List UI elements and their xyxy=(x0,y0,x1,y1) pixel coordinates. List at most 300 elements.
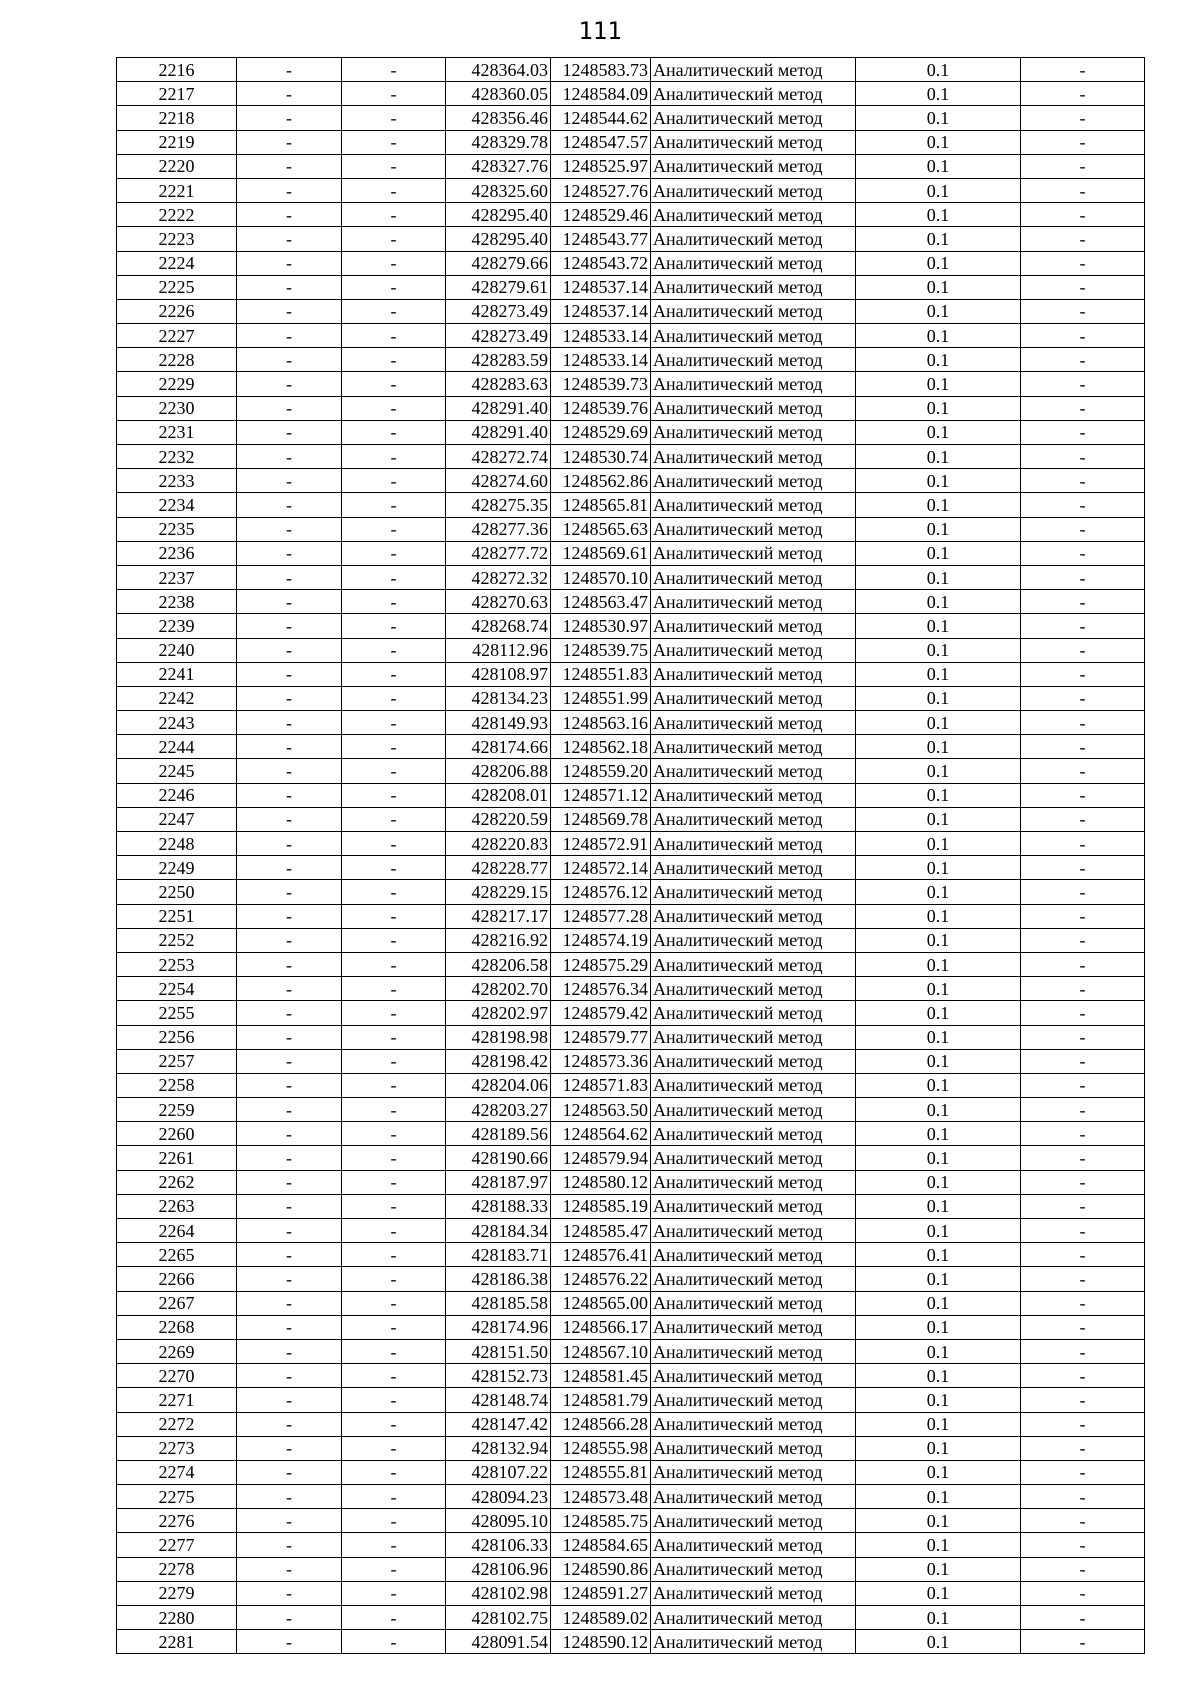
accuracy-cell: 0.1 xyxy=(856,1606,1021,1630)
column-3-cell: - xyxy=(342,662,446,686)
accuracy-cell: 0.1 xyxy=(856,1557,1021,1581)
column-2-cell: - xyxy=(237,1581,342,1605)
column-2-cell: - xyxy=(237,130,342,154)
y-coordinate-cell: 1248572.91 xyxy=(551,832,651,856)
point-number-cell: 2251 xyxy=(117,904,237,928)
x-coordinate-cell: 428148.74 xyxy=(446,1388,551,1412)
column-3-cell: - xyxy=(342,396,446,420)
accuracy-cell: 0.1 xyxy=(856,711,1021,735)
column-8-cell: - xyxy=(1021,396,1145,420)
accuracy-cell: 0.1 xyxy=(856,1073,1021,1097)
point-number-cell: 2239 xyxy=(117,614,237,638)
method-cell: Аналитический метод xyxy=(651,928,856,952)
column-2-cell: - xyxy=(237,1001,342,1025)
method-cell: Аналитический метод xyxy=(651,1291,856,1315)
accuracy-cell: 0.1 xyxy=(856,493,1021,517)
y-coordinate-cell: 1248562.18 xyxy=(551,735,651,759)
x-coordinate-cell: 428229.15 xyxy=(446,880,551,904)
column-3-cell: - xyxy=(342,106,446,130)
method-cell: Аналитический метод xyxy=(651,1412,856,1436)
x-coordinate-cell: 428102.98 xyxy=(446,1581,551,1605)
x-coordinate-cell: 428106.33 xyxy=(446,1533,551,1557)
point-number-cell: 2230 xyxy=(117,396,237,420)
column-2-cell: - xyxy=(237,1194,342,1218)
point-number-cell: 2253 xyxy=(117,952,237,976)
table-row xyxy=(117,832,1145,856)
x-coordinate-cell: 428132.94 xyxy=(446,1436,551,1460)
point-number-cell: 2228 xyxy=(117,348,237,372)
table-row xyxy=(117,614,1145,638)
column-3-cell: - xyxy=(342,493,446,517)
method-cell: Аналитический метод xyxy=(651,1606,856,1630)
point-number-cell: 2266 xyxy=(117,1267,237,1291)
column-8-cell: - xyxy=(1021,735,1145,759)
column-3-cell: - xyxy=(342,1485,446,1509)
table-row xyxy=(117,1460,1145,1484)
column-8-cell: - xyxy=(1021,928,1145,952)
method-cell: Аналитический метод xyxy=(651,420,856,444)
column-8-cell: - xyxy=(1021,420,1145,444)
y-coordinate-cell: 1248579.42 xyxy=(551,1001,651,1025)
column-8-cell: - xyxy=(1021,1388,1145,1412)
column-2-cell: - xyxy=(237,1533,342,1557)
accuracy-cell: 0.1 xyxy=(856,1122,1021,1146)
x-coordinate-cell: 428272.32 xyxy=(446,565,551,589)
method-cell: Аналитический метод xyxy=(651,662,856,686)
accuracy-cell: 0.1 xyxy=(856,541,1021,565)
table-row xyxy=(117,662,1145,686)
column-3-cell: - xyxy=(342,614,446,638)
column-8-cell: - xyxy=(1021,1509,1145,1533)
table-row xyxy=(117,1219,1145,1243)
column-2-cell: - xyxy=(237,1049,342,1073)
column-8-cell: - xyxy=(1021,1485,1145,1509)
column-8-cell: - xyxy=(1021,807,1145,831)
table-row xyxy=(117,1194,1145,1218)
method-cell: Аналитический метод xyxy=(651,759,856,783)
column-3-cell: - xyxy=(342,977,446,1001)
accuracy-cell: 0.1 xyxy=(856,396,1021,420)
column-2-cell: - xyxy=(237,1122,342,1146)
table-row xyxy=(117,735,1145,759)
point-number-cell: 2244 xyxy=(117,735,237,759)
x-coordinate-cell: 428291.40 xyxy=(446,396,551,420)
column-3-cell: - xyxy=(342,58,446,82)
table-row xyxy=(117,1291,1145,1315)
x-coordinate-cell: 428295.40 xyxy=(446,227,551,251)
table-row xyxy=(117,130,1145,154)
point-number-cell: 2231 xyxy=(117,420,237,444)
x-coordinate-cell: 428283.63 xyxy=(446,372,551,396)
column-8-cell: - xyxy=(1021,1291,1145,1315)
column-2-cell: - xyxy=(237,783,342,807)
point-number-cell: 2227 xyxy=(117,324,237,348)
point-number-cell: 2280 xyxy=(117,1606,237,1630)
column-2-cell: - xyxy=(237,662,342,686)
coordinates-table xyxy=(116,57,1145,1654)
y-coordinate-cell: 1248584.09 xyxy=(551,82,651,106)
y-coordinate-cell: 1248584.65 xyxy=(551,1533,651,1557)
x-coordinate-cell: 428091.54 xyxy=(446,1630,551,1654)
x-coordinate-cell: 428220.83 xyxy=(446,832,551,856)
accuracy-cell: 0.1 xyxy=(856,662,1021,686)
y-coordinate-cell: 1248551.99 xyxy=(551,686,651,710)
accuracy-cell: 0.1 xyxy=(856,1630,1021,1654)
column-2-cell: - xyxy=(237,1170,342,1194)
accuracy-cell: 0.1 xyxy=(856,1194,1021,1218)
point-number-cell: 2242 xyxy=(117,686,237,710)
accuracy-cell: 0.1 xyxy=(856,880,1021,904)
column-3-cell: - xyxy=(342,735,446,759)
column-3-cell: - xyxy=(342,880,446,904)
y-coordinate-cell: 1248530.97 xyxy=(551,614,651,638)
accuracy-cell: 0.1 xyxy=(856,1243,1021,1267)
column-2-cell: - xyxy=(237,251,342,275)
accuracy-cell: 0.1 xyxy=(856,1485,1021,1509)
x-coordinate-cell: 428291.40 xyxy=(446,420,551,444)
y-coordinate-cell: 1248537.14 xyxy=(551,299,651,323)
table-row xyxy=(117,348,1145,372)
table-row xyxy=(117,203,1145,227)
column-2-cell: - xyxy=(237,1219,342,1243)
y-coordinate-cell: 1248579.77 xyxy=(551,1025,651,1049)
y-coordinate-cell: 1248576.22 xyxy=(551,1267,651,1291)
column-3-cell: - xyxy=(342,541,446,565)
method-cell: Аналитический метод xyxy=(651,203,856,227)
column-2-cell: - xyxy=(237,952,342,976)
column-2-cell: - xyxy=(237,614,342,638)
accuracy-cell: 0.1 xyxy=(856,1219,1021,1243)
method-cell: Аналитический метод xyxy=(651,1122,856,1146)
table-row xyxy=(117,686,1145,710)
method-cell: Аналитический метод xyxy=(651,227,856,251)
column-3-cell: - xyxy=(342,1122,446,1146)
point-number-cell: 2271 xyxy=(117,1388,237,1412)
column-8-cell: - xyxy=(1021,1315,1145,1339)
column-2-cell: - xyxy=(237,759,342,783)
x-coordinate-cell: 428279.61 xyxy=(446,275,551,299)
accuracy-cell: 0.1 xyxy=(856,82,1021,106)
y-coordinate-cell: 1248551.83 xyxy=(551,662,651,686)
column-2-cell: - xyxy=(237,1412,342,1436)
method-cell: Аналитический метод xyxy=(651,372,856,396)
point-number-cell: 2278 xyxy=(117,1557,237,1581)
column-8-cell: - xyxy=(1021,638,1145,662)
table-row xyxy=(117,1630,1145,1654)
column-3-cell: - xyxy=(342,1098,446,1122)
table-row xyxy=(117,324,1145,348)
accuracy-cell: 0.1 xyxy=(856,638,1021,662)
column-2-cell: - xyxy=(237,977,342,1001)
column-8-cell: - xyxy=(1021,856,1145,880)
accuracy-cell: 0.1 xyxy=(856,299,1021,323)
column-8-cell: - xyxy=(1021,517,1145,541)
column-2-cell: - xyxy=(237,541,342,565)
accuracy-cell: 0.1 xyxy=(856,952,1021,976)
table-row xyxy=(117,541,1145,565)
table-row xyxy=(117,227,1145,251)
column-8-cell: - xyxy=(1021,1098,1145,1122)
x-coordinate-cell: 428184.34 xyxy=(446,1219,551,1243)
column-3-cell: - xyxy=(342,1170,446,1194)
x-coordinate-cell: 428198.98 xyxy=(446,1025,551,1049)
y-coordinate-cell: 1248563.47 xyxy=(551,590,651,614)
table-row xyxy=(117,372,1145,396)
column-8-cell: - xyxy=(1021,686,1145,710)
x-coordinate-cell: 428149.93 xyxy=(446,711,551,735)
method-cell: Аналитический метод xyxy=(651,1581,856,1605)
column-8-cell: - xyxy=(1021,1146,1145,1170)
accuracy-cell: 0.1 xyxy=(856,1388,1021,1412)
point-number-cell: 2248 xyxy=(117,832,237,856)
y-coordinate-cell: 1248527.76 xyxy=(551,178,651,202)
x-coordinate-cell: 428364.03 xyxy=(446,58,551,82)
accuracy-cell: 0.1 xyxy=(856,783,1021,807)
column-3-cell: - xyxy=(342,638,446,662)
y-coordinate-cell: 1248559.20 xyxy=(551,759,651,783)
column-3-cell: - xyxy=(342,227,446,251)
column-8-cell: - xyxy=(1021,1219,1145,1243)
column-3-cell: - xyxy=(342,856,446,880)
column-2-cell: - xyxy=(237,735,342,759)
column-3-cell: - xyxy=(342,1533,446,1557)
y-coordinate-cell: 1248543.72 xyxy=(551,251,651,275)
column-3-cell: - xyxy=(342,590,446,614)
x-coordinate-cell: 428217.17 xyxy=(446,904,551,928)
point-number-cell: 2279 xyxy=(117,1581,237,1605)
point-number-cell: 2254 xyxy=(117,977,237,1001)
column-3-cell: - xyxy=(342,1339,446,1363)
accuracy-cell: 0.1 xyxy=(856,614,1021,638)
column-8-cell: - xyxy=(1021,275,1145,299)
table-row xyxy=(117,58,1145,82)
x-coordinate-cell: 428273.49 xyxy=(446,299,551,323)
column-8-cell: - xyxy=(1021,348,1145,372)
table-row xyxy=(117,711,1145,735)
point-number-cell: 2264 xyxy=(117,1219,237,1243)
column-8-cell: - xyxy=(1021,1073,1145,1097)
accuracy-cell: 0.1 xyxy=(856,1436,1021,1460)
table-row xyxy=(117,517,1145,541)
x-coordinate-cell: 428206.88 xyxy=(446,759,551,783)
accuracy-cell: 0.1 xyxy=(856,759,1021,783)
y-coordinate-cell: 1248573.36 xyxy=(551,1049,651,1073)
column-8-cell: - xyxy=(1021,154,1145,178)
column-8-cell: - xyxy=(1021,880,1145,904)
column-3-cell: - xyxy=(342,469,446,493)
column-2-cell: - xyxy=(237,106,342,130)
method-cell: Аналитический метод xyxy=(651,904,856,928)
table-body xyxy=(117,58,1145,1654)
column-3-cell: - xyxy=(342,372,446,396)
accuracy-cell: 0.1 xyxy=(856,590,1021,614)
y-coordinate-cell: 1248555.81 xyxy=(551,1460,651,1484)
column-3-cell: - xyxy=(342,178,446,202)
column-2-cell: - xyxy=(237,1364,342,1388)
column-3-cell: - xyxy=(342,1073,446,1097)
y-coordinate-cell: 1248547.57 xyxy=(551,130,651,154)
method-cell: Аналитический метод xyxy=(651,469,856,493)
method-cell: Аналитический метод xyxy=(651,1509,856,1533)
column-2-cell: - xyxy=(237,469,342,493)
table-row xyxy=(117,275,1145,299)
accuracy-cell: 0.1 xyxy=(856,1146,1021,1170)
method-cell: Аналитический метод xyxy=(651,1485,856,1509)
y-coordinate-cell: 1248539.75 xyxy=(551,638,651,662)
y-coordinate-cell: 1248544.62 xyxy=(551,106,651,130)
y-coordinate-cell: 1248555.98 xyxy=(551,1436,651,1460)
column-2-cell: - xyxy=(237,203,342,227)
accuracy-cell: 0.1 xyxy=(856,1001,1021,1025)
x-coordinate-cell: 428273.49 xyxy=(446,324,551,348)
accuracy-cell: 0.1 xyxy=(856,977,1021,1001)
column-2-cell: - xyxy=(237,928,342,952)
column-8-cell: - xyxy=(1021,469,1145,493)
point-number-cell: 2267 xyxy=(117,1291,237,1315)
x-coordinate-cell: 428272.74 xyxy=(446,445,551,469)
y-coordinate-cell: 1248579.94 xyxy=(551,1146,651,1170)
method-cell: Аналитический метод xyxy=(651,1219,856,1243)
column-8-cell: - xyxy=(1021,662,1145,686)
accuracy-cell: 0.1 xyxy=(856,130,1021,154)
y-coordinate-cell: 1248573.48 xyxy=(551,1485,651,1509)
x-coordinate-cell: 428275.35 xyxy=(446,493,551,517)
method-cell: Аналитический метод xyxy=(651,614,856,638)
table-row xyxy=(117,82,1145,106)
table-row xyxy=(117,952,1145,976)
point-number-cell: 2217 xyxy=(117,82,237,106)
column-8-cell: - xyxy=(1021,1267,1145,1291)
table-row xyxy=(117,251,1145,275)
column-3-cell: - xyxy=(342,1001,446,1025)
column-8-cell: - xyxy=(1021,1025,1145,1049)
y-coordinate-cell: 1248570.10 xyxy=(551,565,651,589)
column-8-cell: - xyxy=(1021,324,1145,348)
table-row xyxy=(117,1606,1145,1630)
column-8-cell: - xyxy=(1021,372,1145,396)
column-2-cell: - xyxy=(237,420,342,444)
table-row xyxy=(117,928,1145,952)
y-coordinate-cell: 1248533.14 xyxy=(551,324,651,348)
accuracy-cell: 0.1 xyxy=(856,1170,1021,1194)
accuracy-cell: 0.1 xyxy=(856,807,1021,831)
column-3-cell: - xyxy=(342,1412,446,1436)
point-number-cell: 2232 xyxy=(117,445,237,469)
column-3-cell: - xyxy=(342,420,446,444)
table-row xyxy=(117,1073,1145,1097)
column-3-cell: - xyxy=(342,759,446,783)
column-8-cell: - xyxy=(1021,251,1145,275)
point-number-cell: 2223 xyxy=(117,227,237,251)
y-coordinate-cell: 1248565.81 xyxy=(551,493,651,517)
point-number-cell: 2260 xyxy=(117,1122,237,1146)
column-8-cell: - xyxy=(1021,1194,1145,1218)
table-row xyxy=(117,106,1145,130)
table-row xyxy=(117,1339,1145,1363)
column-8-cell: - xyxy=(1021,1364,1145,1388)
y-coordinate-cell: 1248564.62 xyxy=(551,1122,651,1146)
x-coordinate-cell: 428102.75 xyxy=(446,1606,551,1630)
point-number-cell: 2270 xyxy=(117,1364,237,1388)
accuracy-cell: 0.1 xyxy=(856,1460,1021,1484)
accuracy-cell: 0.1 xyxy=(856,1364,1021,1388)
column-3-cell: - xyxy=(342,1557,446,1581)
method-cell: Аналитический метод xyxy=(651,1025,856,1049)
method-cell: Аналитический метод xyxy=(651,1194,856,1218)
y-coordinate-cell: 1248574.19 xyxy=(551,928,651,952)
point-number-cell: 2222 xyxy=(117,203,237,227)
column-3-cell: - xyxy=(342,1243,446,1267)
table-row xyxy=(117,759,1145,783)
x-coordinate-cell: 428327.76 xyxy=(446,154,551,178)
accuracy-cell: 0.1 xyxy=(856,928,1021,952)
point-number-cell: 2246 xyxy=(117,783,237,807)
y-coordinate-cell: 1248529.46 xyxy=(551,203,651,227)
column-3-cell: - xyxy=(342,1460,446,1484)
method-cell: Аналитический метод xyxy=(651,178,856,202)
point-number-cell: 2243 xyxy=(117,711,237,735)
column-2-cell: - xyxy=(237,178,342,202)
point-number-cell: 2216 xyxy=(117,58,237,82)
y-coordinate-cell: 1248581.79 xyxy=(551,1388,651,1412)
y-coordinate-cell: 1248565.63 xyxy=(551,517,651,541)
point-number-cell: 2249 xyxy=(117,856,237,880)
method-cell: Аналитический метод xyxy=(651,686,856,710)
column-3-cell: - xyxy=(342,1025,446,1049)
point-number-cell: 2233 xyxy=(117,469,237,493)
table-row xyxy=(117,904,1145,928)
accuracy-cell: 0.1 xyxy=(856,324,1021,348)
column-2-cell: - xyxy=(237,880,342,904)
column-2-cell: - xyxy=(237,396,342,420)
x-coordinate-cell: 428198.42 xyxy=(446,1049,551,1073)
column-3-cell: - xyxy=(342,251,446,275)
method-cell: Аналитический метод xyxy=(651,1436,856,1460)
column-2-cell: - xyxy=(237,348,342,372)
y-coordinate-cell: 1248572.14 xyxy=(551,856,651,880)
x-coordinate-cell: 428204.06 xyxy=(446,1073,551,1097)
column-2-cell: - xyxy=(237,904,342,928)
table-row xyxy=(117,493,1145,517)
table-row xyxy=(117,1533,1145,1557)
x-coordinate-cell: 428112.96 xyxy=(446,638,551,662)
x-coordinate-cell: 428216.92 xyxy=(446,928,551,952)
method-cell: Аналитический метод xyxy=(651,638,856,662)
table-row xyxy=(117,1267,1145,1291)
method-cell: Аналитический метод xyxy=(651,807,856,831)
accuracy-cell: 0.1 xyxy=(856,178,1021,202)
column-3-cell: - xyxy=(342,1291,446,1315)
point-number-cell: 2255 xyxy=(117,1001,237,1025)
table-row xyxy=(117,1315,1145,1339)
method-cell: Аналитический метод xyxy=(651,130,856,154)
column-3-cell: - xyxy=(342,1606,446,1630)
column-2-cell: - xyxy=(237,517,342,541)
method-cell: Аналитический метод xyxy=(651,1243,856,1267)
point-number-cell: 2252 xyxy=(117,928,237,952)
column-3-cell: - xyxy=(342,1049,446,1073)
column-2-cell: - xyxy=(237,686,342,710)
method-cell: Аналитический метод xyxy=(651,711,856,735)
page-number: 111 xyxy=(578,17,622,45)
accuracy-cell: 0.1 xyxy=(856,445,1021,469)
point-number-cell: 2241 xyxy=(117,662,237,686)
table-row xyxy=(117,783,1145,807)
point-number-cell: 2265 xyxy=(117,1243,237,1267)
x-coordinate-cell: 428295.40 xyxy=(446,203,551,227)
table-row xyxy=(117,977,1145,1001)
accuracy-cell: 0.1 xyxy=(856,469,1021,493)
